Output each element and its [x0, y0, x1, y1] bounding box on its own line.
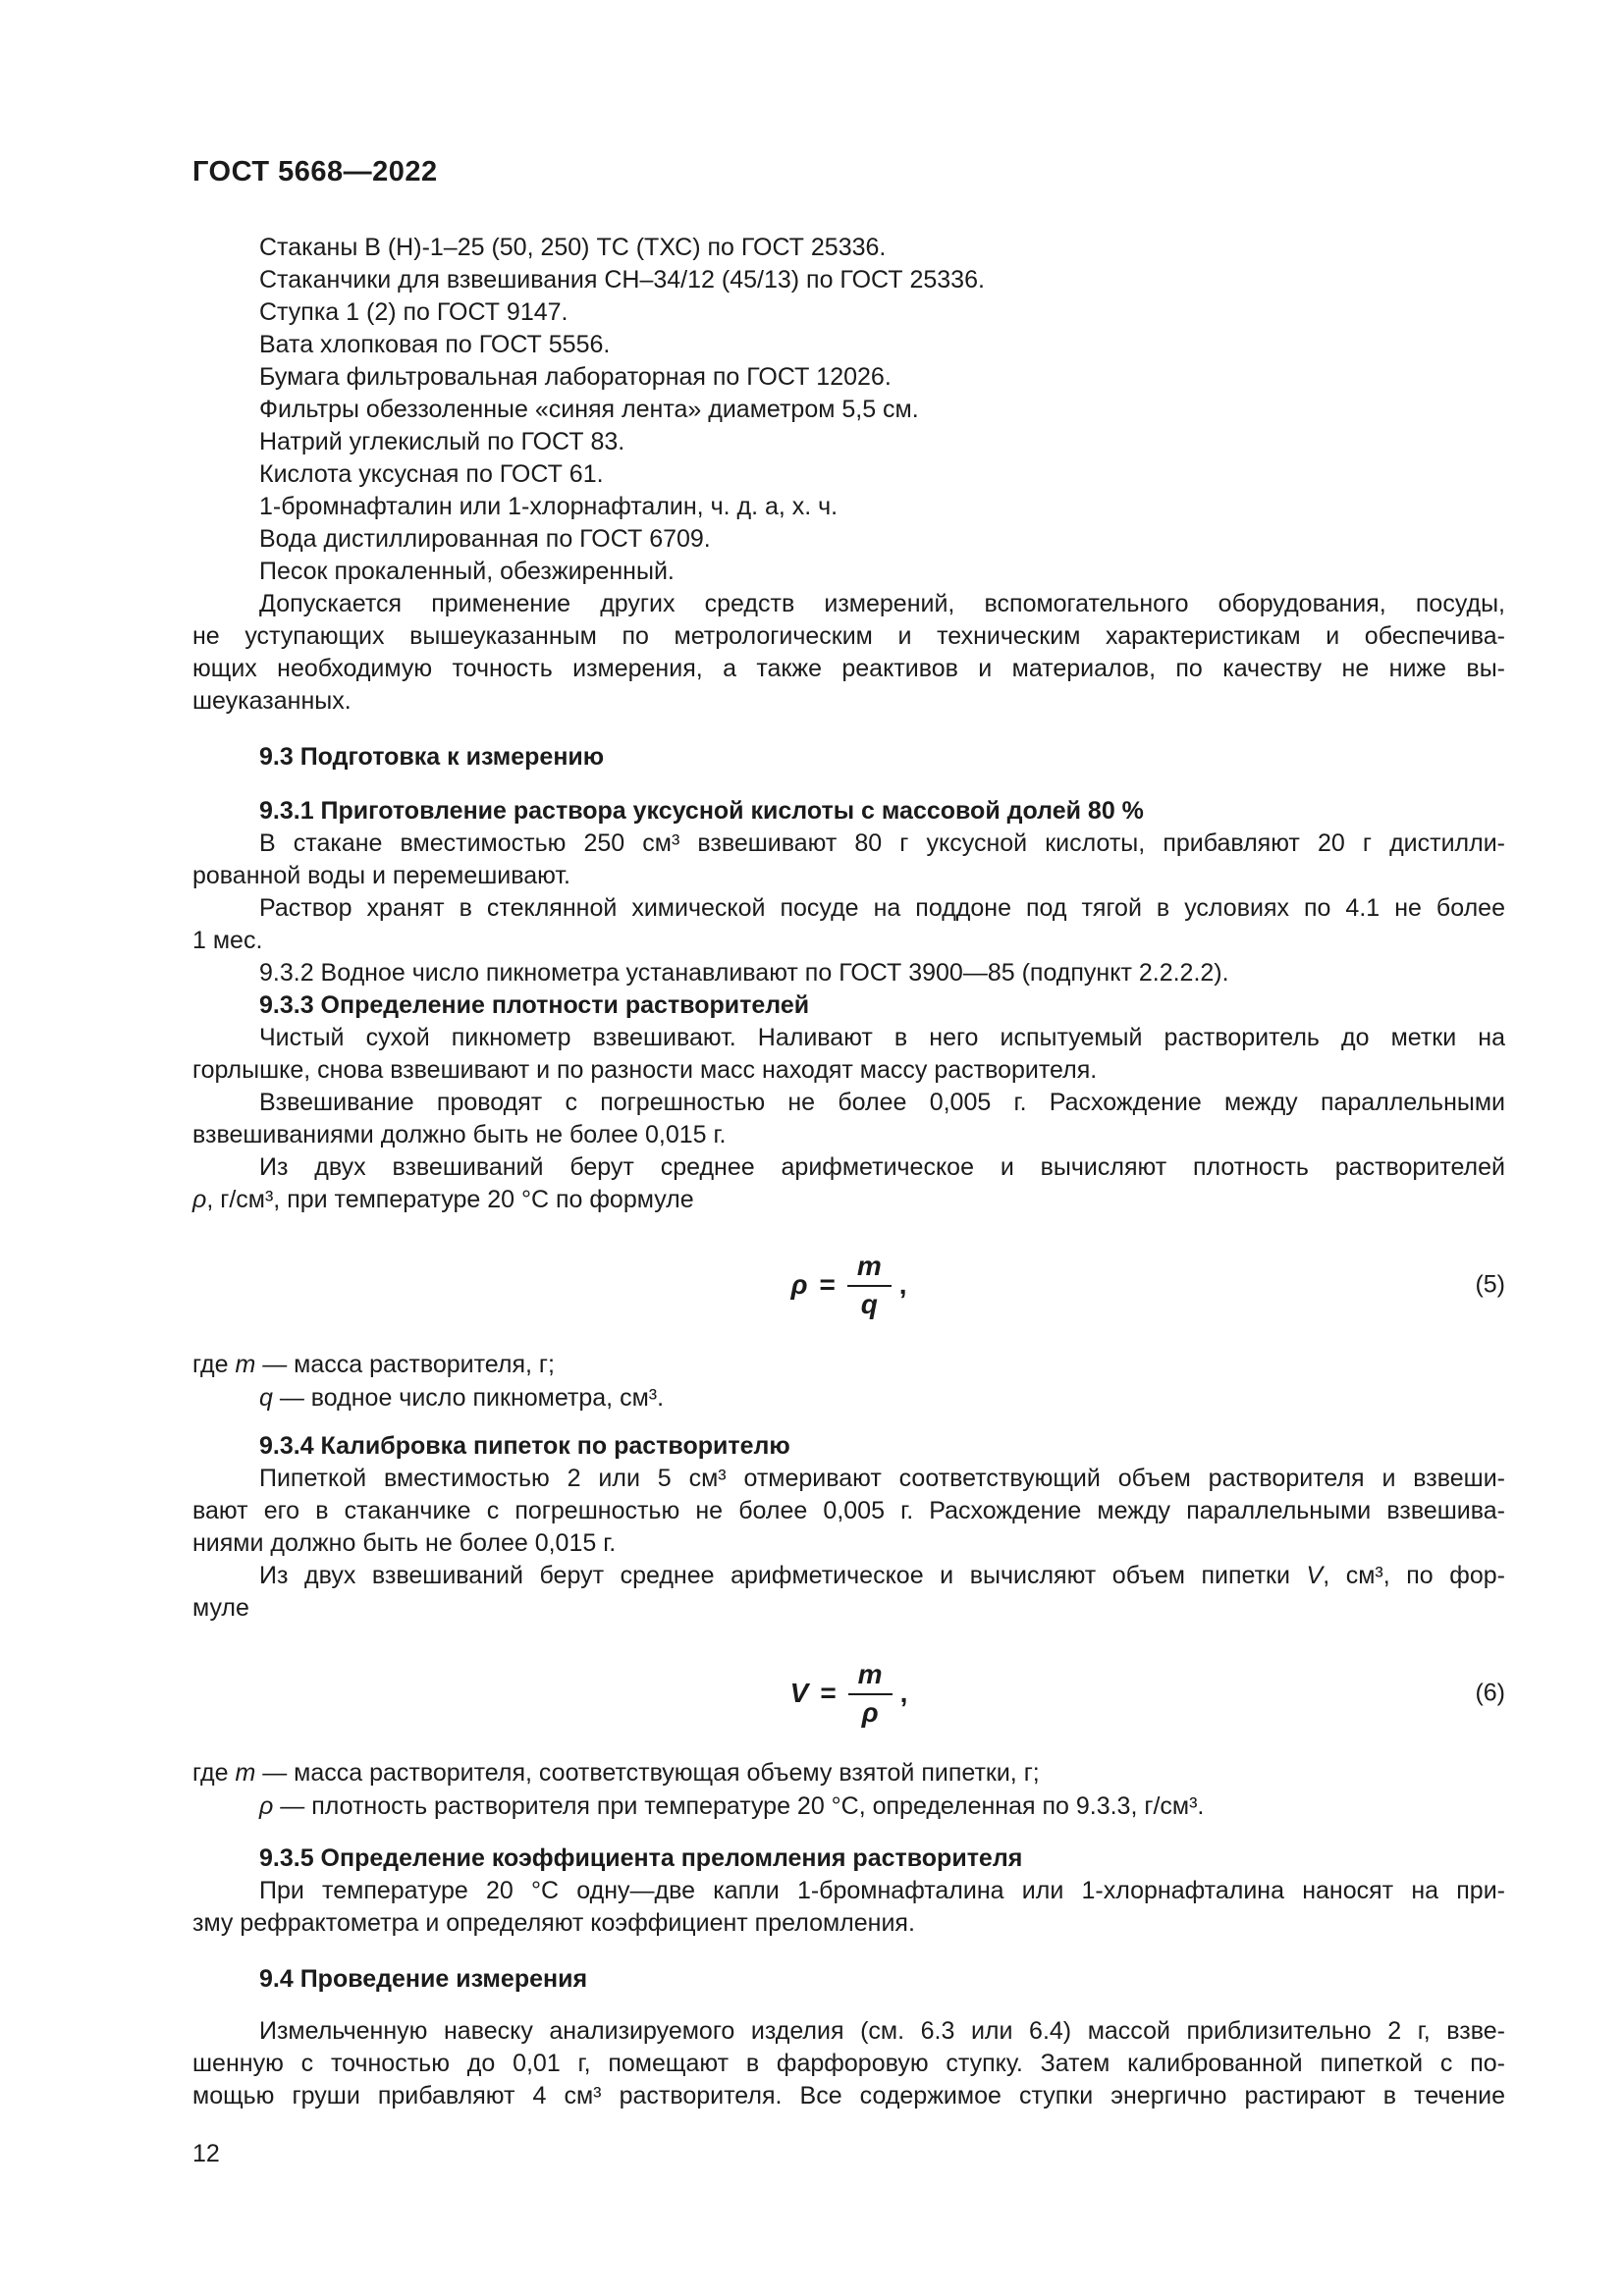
paragraph-line: Раствор хранят в стеклянной химической посуде на поддоне под тягой в условиях по 4.1 не более	[259, 894, 1505, 922]
page-content	[192, 155, 1505, 2168]
paragraph-line: муле	[192, 1594, 249, 1622]
paragraph-refraction	[192, 1875, 1505, 1940]
paragraph-line: В стакане вместимостью 250 см³ взвешивают 80 г уксусной кислоты, прибавляют 20 г дистилли-	[259, 829, 1505, 857]
paragraph-line: Измельченную навеску анализируемого изделия (см. 6.3 или 6.4) массой приблизительно 2 г, взве-	[259, 2017, 1505, 2045]
section-heading-9-3-4: 9.3.4 Калибровка пипеток по растворителю	[259, 1432, 790, 1460]
paragraph-line: горлышке, снова взвешивают и по разности масс находят массу растворителя.	[192, 1056, 1098, 1084]
formula-6	[192, 1646, 1505, 1740]
equipment-item: Песок прокаленный, обезжиренный.	[259, 558, 675, 585]
paragraph-line: Чистый сухой пикнометр взвешивают. Наливают в него испытуемый растворитель до метки на	[259, 1024, 1505, 1051]
paragraph-line	[192, 1184, 1505, 1216]
section-heading-9-3-1: 9.3.1 Приготовление раствора уксусной кислоты с массовой долей 80 %	[259, 797, 1144, 825]
where-definitions-6	[192, 1756, 1505, 1823]
paragraph-line: зму рефрактометра и определяют коэффициент преломления.	[192, 1909, 915, 1937]
paragraph-line: ниями должно быть не более 0,015 г.	[192, 1529, 617, 1557]
paragraph-line: ющих необходимую точность измерения, а также реактивов и материалов, по качеству не ниже вы-	[192, 655, 1505, 682]
math-variable-m: m	[235, 1759, 256, 1787]
where-intro: где	[192, 1351, 236, 1378]
page-number: 12	[192, 2140, 220, 2167]
equipment-item: Ступка 1 (2) по ГОСТ 9147.	[259, 298, 568, 326]
math-variable-rho: ρ	[192, 1186, 207, 1213]
section-heading-9-3: 9.3 Подготовка к измерению	[259, 743, 605, 771]
equals-sign: =	[820, 1678, 837, 1708]
equals-sign: =	[819, 1269, 836, 1300]
standard-designation: ГОСТ 5668—2022	[192, 156, 438, 187]
equipment-item: Вода дистиллированная по ГОСТ 6709.	[259, 525, 711, 553]
equation-number-6: (6)	[1475, 1679, 1505, 1707]
paragraph-line: При температуре 20 °С одну—две капли 1-бромнафталина или 1-хлорнафталина наносят на при-	[259, 1877, 1505, 1904]
paragraph-allowed-substitutes	[192, 588, 1505, 718]
section-heading-9-3-3: 9.3.3 Определение плотности растворителей	[259, 991, 810, 1019]
paragraph-line-text: Из двух взвешиваний берут среднее арифметическое и вычисляют объем пипетки	[259, 1562, 1307, 1589]
paragraph-line-text: , г/см³, при температуре 20 °С по формуле	[206, 1186, 694, 1213]
math-variable-m: m	[235, 1351, 256, 1378]
paragraph-line: Допускается применение других средств измерений, вспомогательного оборудования, посуды,	[259, 590, 1505, 617]
paragraph-line: мощью груши прибавляют 4 см³ растворителя. Все содержимое ступки энергично растирают в течение	[192, 2082, 1505, 2109]
section-heading-9-4: 9.4 Проведение измерения	[259, 1965, 588, 1993]
fraction	[848, 1659, 893, 1729]
numerator: m	[847, 1251, 892, 1287]
paragraph-line	[192, 1560, 1505, 1592]
where-row	[192, 1789, 1505, 1823]
paragraph-line: Взвешивание проводят с погрешностью не более 0,005 г. Расхождение между параллельными	[259, 1089, 1505, 1116]
paragraph-line: вают его в стаканчике с погрешностью не более 0,005 г. Расхождение между параллельными взвешива-	[192, 1497, 1505, 1524]
equipment-item: Фильтры обеззоленные «синяя лента» диаметром 5,5 см.	[259, 396, 919, 423]
equipment-item: 1-бромнафталин или 1-хлорнафталин, ч. д. а, х. ч.	[259, 493, 839, 520]
where-definition: — масса растворителя, соответствующая объему взятой пипетки, г;	[255, 1759, 1040, 1787]
equation-number-5: (5)	[1475, 1270, 1505, 1299]
where-definition: — масса растворителя, г;	[255, 1351, 555, 1378]
paragraph-measurement	[192, 2015, 1505, 2112]
where-row	[192, 1756, 1505, 1789]
comma: ,	[899, 1678, 908, 1708]
paragraph-line: Пипеткой вместимостью 2 или 5 см³ отмеривают соответствующий объем растворителя и взвеши-	[259, 1465, 1505, 1492]
math-variable-V: V	[1306, 1562, 1324, 1589]
paragraph-pipette-calibration	[192, 1463, 1505, 1625]
paragraph-line: не уступающих вышеуказанным по метрологическим и техническим характеристикам и обеспечива-	[192, 622, 1505, 650]
math-variable-q: q	[259, 1384, 273, 1412]
section-heading-9-3-5: 9.3.5 Определение коэффициента преломления растворителя	[259, 1844, 1023, 1872]
equipment-list	[192, 232, 1505, 588]
denominator: ρ	[861, 1696, 879, 1728]
where-definition: — водное число пикнометра, см³.	[272, 1384, 665, 1412]
equipment-item: Стаканчики для взвешивания СН–34/12 (45/13) по ГОСТ 25336.	[259, 266, 985, 294]
paragraph-line-text: , см³, по фор-	[1323, 1562, 1505, 1589]
numerator: m	[848, 1659, 893, 1695]
paragraph-9-3-2: 9.3.2 Водное число пикнометра устанавливают по ГОСТ 3900—85 (подпункт 2.2.2.2).	[259, 959, 1229, 987]
where-intro: где	[192, 1759, 236, 1787]
equipment-item: Стаканы В (Н)-1–25 (50, 250) ТС (ТХС) по ГОСТ 25336.	[259, 234, 887, 261]
equipment-item: Кислота уксусная по ГОСТ 61.	[259, 460, 604, 488]
paragraph-line: Из двух взвешиваний берут среднее арифметическое и вычисляют плотность растворителей	[259, 1153, 1505, 1181]
where-definitions-5	[192, 1348, 1505, 1415]
where-row	[192, 1381, 1505, 1415]
math-variable-V: V	[789, 1678, 809, 1708]
paragraph-acid-solution	[192, 828, 1505, 957]
math-variable-rho: ρ	[259, 1792, 274, 1820]
paragraph-line: 1 мес.	[192, 927, 263, 954]
paragraph-density	[192, 1022, 1505, 1216]
equipment-item: Вата хлопковая по ГОСТ 5556.	[259, 331, 611, 358]
formula-5	[192, 1238, 1505, 1332]
denominator: q	[860, 1288, 878, 1319]
paragraph-line: шеуказанных.	[192, 687, 352, 715]
where-definition: — плотность растворителя при температуре 20 °С, определенная по 9.3.3, г/см³.	[273, 1792, 1205, 1820]
fraction	[847, 1251, 892, 1320]
paragraph-line: рованной воды и перемешивают.	[192, 862, 570, 889]
equipment-item: Натрий углекислый по ГОСТ 83.	[259, 428, 625, 455]
equipment-item: Бумага фильтровальная лабораторная по ГОСТ 12026.	[259, 363, 892, 391]
where-row	[192, 1348, 1505, 1381]
comma: ,	[898, 1269, 907, 1300]
math-variable-rho: ρ	[790, 1269, 808, 1300]
paragraph-line: взвешиваниями должно быть не более 0,015 г.	[192, 1121, 727, 1148]
paragraph-line: шенную с точностью до 0,01 г, помещают в фарфоровую ступку. Затем калиброванной пипеткой с по-	[192, 2050, 1505, 2077]
equation-5	[791, 1251, 907, 1320]
equation-6	[790, 1659, 908, 1729]
